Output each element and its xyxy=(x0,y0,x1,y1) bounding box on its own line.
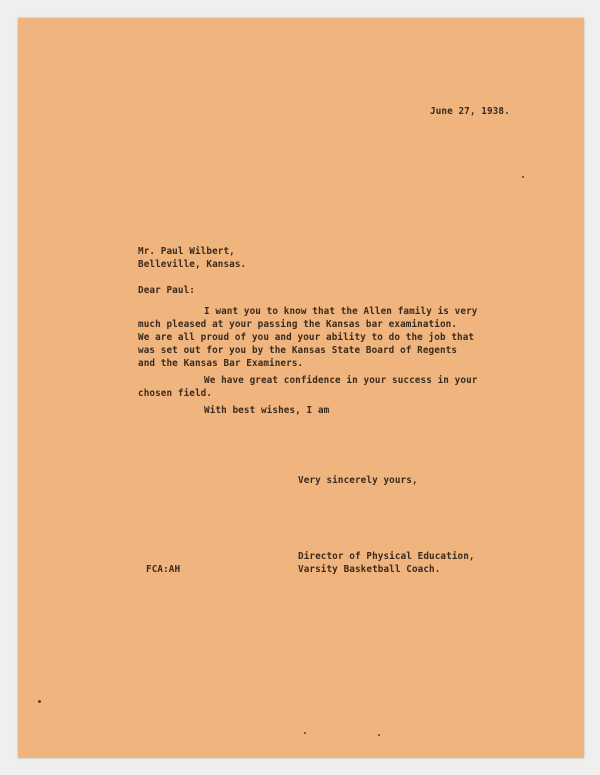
body-line: With best wishes, I am xyxy=(204,405,330,416)
salutation: Dear Paul: xyxy=(138,285,195,296)
letter-date: June 27, 1938. xyxy=(430,106,510,117)
recipient-name: Mr. Paul Wilbert, xyxy=(138,246,235,257)
body-line: I want you to know that the Allen family is very xyxy=(204,306,478,317)
paper-speck xyxy=(38,700,41,703)
body-line: chosen field. xyxy=(138,388,213,399)
paper-speck xyxy=(304,732,306,734)
closing: Very sincerely yours, xyxy=(298,475,418,486)
paper-speck xyxy=(522,176,524,178)
signature-title: Director of Physical Education, xyxy=(298,551,475,562)
body-line: was set out for you by the Kansas State Board of Regents xyxy=(138,345,458,356)
signature-title: Varsity Basketball Coach. xyxy=(298,564,441,575)
letter-page xyxy=(18,18,584,758)
recipient-location: Belleville, Kansas. xyxy=(138,259,247,270)
body-line: much pleased at your passing the Kansas bar examination. xyxy=(138,319,458,330)
body-line: and the Kansas Bar Examiners. xyxy=(138,358,304,369)
typist-initials: FCA:AH xyxy=(146,564,181,575)
paper-speck xyxy=(378,734,380,736)
body-line: We are all proud of you and your ability to do the job that xyxy=(138,332,475,343)
body-line: We have great confidence in your success in your xyxy=(204,375,478,386)
